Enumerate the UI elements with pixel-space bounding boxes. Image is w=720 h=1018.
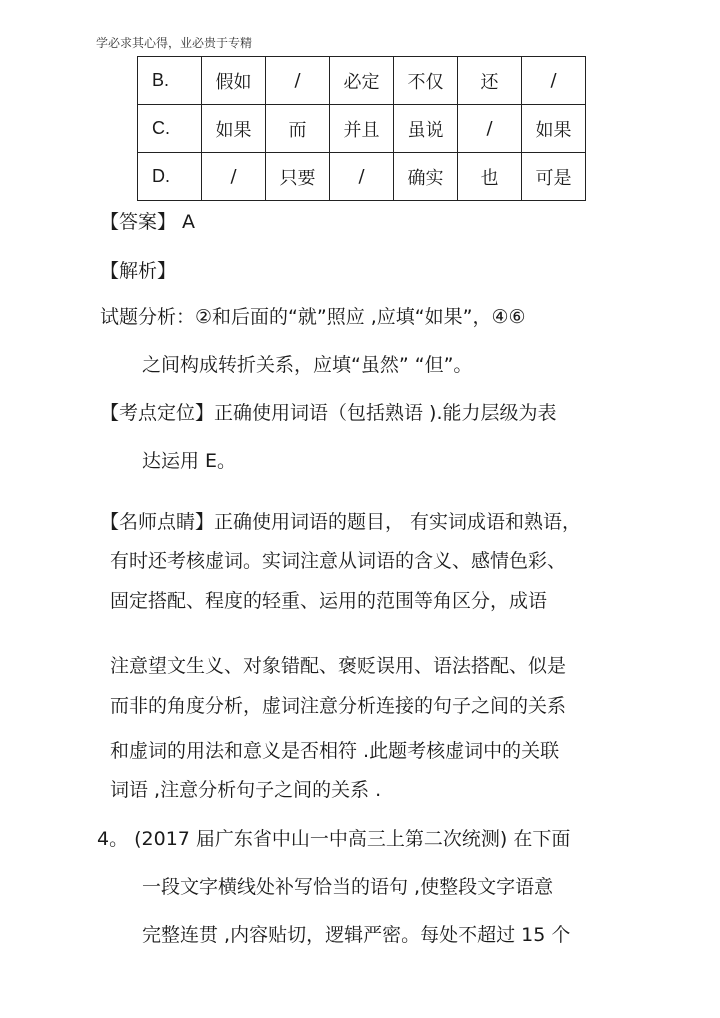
table-cell: 而 bbox=[266, 105, 330, 153]
table-cell: 可是 bbox=[522, 153, 586, 201]
table-row bbox=[138, 57, 586, 105]
table-cell: 还 bbox=[458, 57, 522, 105]
question-4-line: 4。 (2017 届广东省中山一中高三上第二次统测) 在下面 bbox=[97, 828, 571, 850]
table-cell: 只要 bbox=[266, 153, 330, 201]
question-4-line: 一段文字横线处补写恰当的语句 ,使整段文字语意 bbox=[142, 876, 554, 898]
table-cell: 如果 bbox=[522, 105, 586, 153]
table-cell: / bbox=[266, 57, 330, 105]
kaodian-line: 达运用 E。 bbox=[142, 450, 237, 472]
mingshi-line: 固定搭配、程度的轻重、运用的范围等角区分，成语 bbox=[110, 590, 548, 612]
table-cell: C. bbox=[138, 105, 202, 153]
page-header: 学必求其心得，业必贵于专精 bbox=[96, 36, 253, 50]
mingshi-line: 词语 ,注意分析句子之间的关系 . bbox=[110, 779, 382, 801]
kaodian-line: 【考点定位】正确使用词语（包括熟语 ).能力层级为表 bbox=[100, 402, 557, 424]
table-cell: D. bbox=[138, 153, 202, 201]
table-cell: / bbox=[330, 153, 394, 201]
table-row bbox=[138, 105, 586, 153]
table-cell: 如果 bbox=[202, 105, 266, 153]
table-cell: 不仅 bbox=[394, 57, 458, 105]
analysis-heading: 【解析】 bbox=[100, 260, 177, 282]
table-cell: / bbox=[458, 105, 522, 153]
table-cell: 虽说 bbox=[394, 105, 458, 153]
options-table bbox=[137, 56, 586, 201]
table-row bbox=[138, 153, 586, 201]
table-cell: 假如 bbox=[202, 57, 266, 105]
mingshi-line: 和虚词的用法和意义是否相符 .此题考核虚词中的关联 bbox=[110, 740, 560, 762]
table-cell: 必定 bbox=[330, 57, 394, 105]
question-4-line: 完整连贯 ,内容贴切，逻辑严密。每处不超过 15 个 bbox=[142, 924, 571, 946]
answer-line: 【答案】 A bbox=[100, 211, 196, 233]
analysis-line: 之间构成转折关系，应填“虽然” “但”。 bbox=[142, 354, 473, 376]
table-cell: / bbox=[202, 153, 266, 201]
mingshi-line: 注意望文生义、对象错配、褒贬误用、语法搭配、似是 bbox=[110, 655, 567, 677]
table-cell: 确实 bbox=[394, 153, 458, 201]
mingshi-line: 【名师点睛】正确使用词语的题目， 有实词成语和熟语， bbox=[100, 511, 582, 533]
mingshi-line: 有时还考核虚词。实词注意从词语的含义、感情色彩、 bbox=[110, 550, 567, 572]
table-cell: 并且 bbox=[330, 105, 394, 153]
table-cell: B. bbox=[138, 57, 202, 105]
table-cell: / bbox=[522, 57, 586, 105]
analysis-line: 试题分析：②和后面的“就”照应 ,应填“如果”，④⑥ bbox=[100, 306, 526, 328]
mingshi-line: 而非的角度分析，虚词注意分析连接的句子之间的关系 bbox=[110, 695, 567, 717]
table-cell: 也 bbox=[458, 153, 522, 201]
